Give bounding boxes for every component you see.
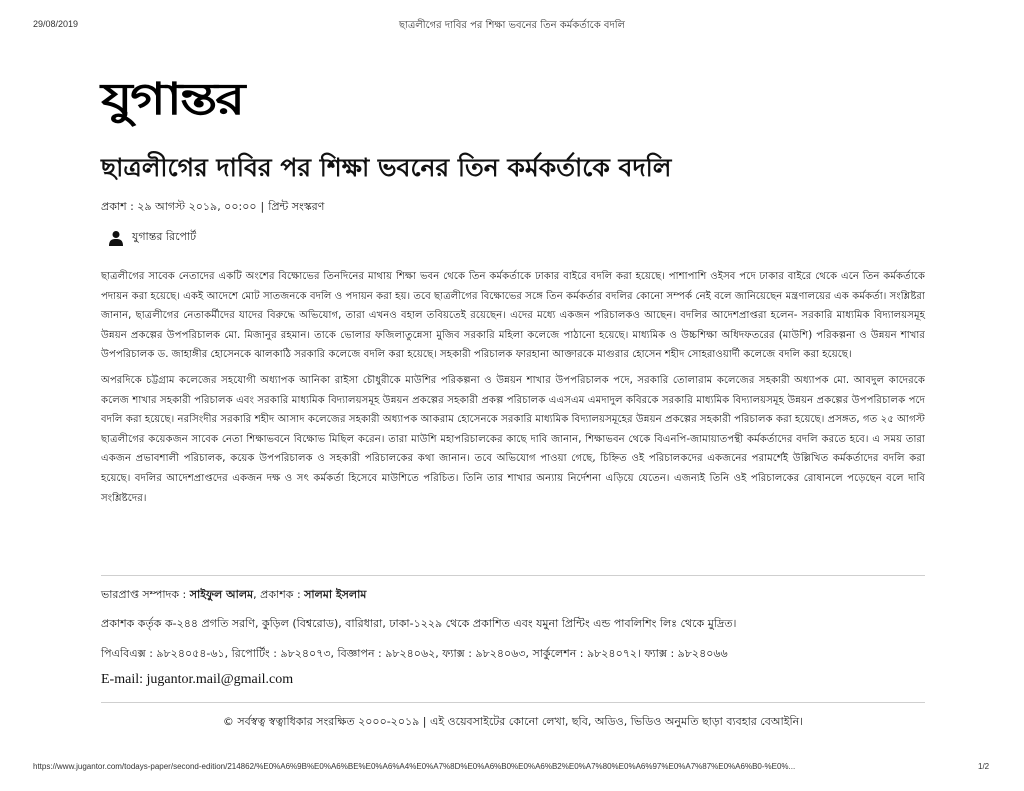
print-url: https://www.jugantor.com/todays-paper/second-edition/214862/%E0%A6%9B%E0%A6%BE%E0%A6%A4%E0%A7%8D%E0%A6%B0%E0%A6%B2%E0%A7%80%E0%A6%97%E0%A7%87%E0%A6%B0-%E0%...: [33, 762, 796, 771]
divider: [101, 702, 925, 703]
editor-label: ভারপ্রাপ্ত সম্পাদক :: [101, 588, 190, 601]
print-edition-link[interactable]: প্রিন্ট সংস্করণ: [268, 200, 325, 213]
publish-date: প্রকাশ : ২৯ আগস্ট ২০১৯, ০০:০০: [101, 200, 257, 213]
footer-phones: পিএবিএক্স : ৯৮২৪০৫৪-৬১, রিপোর্টিং : ৯৮২৪০৭৩, বিজ্ঞাপন : ৯৮২৪০৬২, ফ্যাক্স : ৯৮২৪০৬৩, সার্কুলেশন : ৯৮২৪০৭২। ফ্যাক্স : ৯৮২৪০৬৬: [101, 647, 728, 660]
footer-editor-line: [101, 586, 925, 605]
article-author: [108, 228, 196, 247]
print-date: 29/08/2019: [33, 19, 79, 29]
article-meta: [101, 198, 324, 217]
article-headline: ছাত্রলীগের দাবির পর শিক্ষা ভবনের তিন কর্মকর্তাকে বদলি: [101, 153, 672, 182]
print-page-number: 1/2: [978, 762, 990, 771]
footer-address: প্রকাশক কর্তৃক ক-২৪৪ প্রগতি সরণি, কুড়িল (বিশ্বরোড), বারিধারা, ঢাকা-১২২৯ থেকে প্রকাশিত এবং যমুনা প্রিন্টিং এন্ড পাবলিশিং লিঃ থেকে মুদ্রিত।: [101, 617, 737, 630]
user-icon: [108, 230, 124, 246]
footer-email[interactable]: E-mail: jugantor.mail@gmail.com: [101, 672, 294, 687]
meta-divider: |: [260, 200, 265, 213]
article-paragraph: অপরদিকে চট্টগ্রাম কলেজের সহযোগী অধ্যাপক আনিকা রাইসা চৌধুরীকে মাউশির পরিকল্পনা ও উন্নয়ন শাখার উপপরিচালক পদে, সরকারি তোলারাম কলেজের সহকারী অধ্যাপক মো. আবদুল কাদেরকে কলেজ শাখার সহকারী পরিচালক এবং সরকারি মাধ্যমিক বিদ্যালয়সমূহ উন্নয়ন প্রকল্পের সহকারী প্রকল্প পরিচালক এএসএম এমদাদুল কবিরকে সরকারি মাধ্যমিক বিদ্যালয়সমূহ উন্নয়ন প্রকল্পের উপপরিচালক পদে বদলি করা হয়েছে। নরসিংদীর সরকারি শহীদ আসাদ কলেজের সহকারী অধ্যাপক আকরাম হোসেনকে সরকারি মাধ্যমিক বিদ্যালয়সমূহের উন্নয়ন প্রকল্পের সহকারী পরিচালক করা হয়েছে। প্রসঙ্গত, গত ২৫ আগস্ট ছাত্রলীগের কয়েকজন সাবেক নেতা শিক্ষাভবনে বিক্ষোভ মিছিল করেন। তারা মাউশি মহাপরিচালকের কাছে দাবি জানান, শিক্ষাভবন থেকে বিএনপি-জামায়াতপন্থী কর্মকর্তাদের বদলি করতে হবে। এ সময় তারা একজন প্রভাবশালী পরিচালক, কয়েক উপপরিচালক ও সহকারী পরিচালকের কথা জানান। তবে অভিযোগ পাওয়া গেছে, চিহ্নিত ওই পরিচালকদের একজনের পরামর্শেই উল্লিখিত কর্মকর্তাদের বদলি করা হয়েছে। বদলির আদেশপ্রাপ্তদের একজন দক্ষ ও সৎ কর্মকর্তা হিসেবে মাউশিতে পরিচিত। তিনি তার শাখার অন্যায় নির্দেশনা এড়িয়ে যেতেন। এজন্যই তিনি ওই পরিচালকের রোষানলে পড়েছেন বলে দাবি সংশ্লিষ্টদের।: [101, 374, 925, 504]
newspaper-logo[interactable]: যুগান্তর: [101, 74, 243, 125]
author-name: যুগান্তর রিপোর্ট: [132, 230, 197, 243]
article-paragraph: ছাত্রলীগের সাবেক নেতাদের একটি অংশের বিক্ষোভের তিনদিনের মাথায় শিক্ষা ভবন থেকে তিন কর্মকর্তাকে ঢাকার বাইরে বদলি করা হয়েছে। পাশাপাশি ওইসব পদে ঢাকার বাইরে থেকে এনে তিন কর্মকর্তাকে পদায়ন করা হয়েছে। একই আদেশে মোট সাতজনকে বদলি ও পদায়ন করা হয়। তবে ছাত্রলীগের বিক্ষোভের সঙ্গে তিন কর্মকর্তার বদলির কোনো সম্পর্ক নেই বলে জানিয়েছেন মন্ত্রণালয়ের এক কর্মকর্তা। সংশ্লিষ্টরা জানান, ছাত্রলীগের নেতাকর্মীদের যাদের বিরুদ্ধে অভিযোগ, তারা এখনও বহাল তবিয়তেই রয়েছেন। এদের মধ্যে একজন পরিচালকও আছেন। বদলির আদেশপ্রাপ্তরা হলেন- সরকারি মাধ্যমিক বিদ্যালয়সমূহ উন্নয়ন প্রকল্পের উপপরিচালক মো. মিজানুর রহমান। তাকে ভোলার ফজিলাতুন্নেসা মুজিব সরকারি মহিলা কলেজে পাঠানো হয়েছে। মাধ্যমিক ও উচ্চশিক্ষা অধিদফতরের (মাউশি) পরিকল্পনা ও উন্নয়ন শাখার উপপরিচালক ড. জাহাঙ্গীর হোসেনকে ঝালকাঠি সরকারি কলেজে বদলি করা হয়েছে। সহকারী পরিচালক ফারহানা আক্তারকে মাগুরার হোসেন শহীদ সোহরাওয়ার্দী কলেজে বদলি করা হয়েছে।: [101, 271, 925, 361]
article-body: [101, 267, 925, 514]
divider: [101, 575, 925, 576]
copyright-notice: © সর্বস্বত্ব স্বত্বাধিকার সংরক্ষিত ২০০০-২০১৯ | এই ওয়েবসাইটের কোনো লেখা, ছবি, অডিও, ভিডিও অনুমতি ছাড়া ব্যবহার বেআইনি।: [222, 715, 804, 728]
publisher-name: সালমা ইসলাম: [304, 588, 367, 601]
publisher-label: , প্রকাশক :: [253, 588, 305, 601]
print-page-title: ছাত্রলীগের দাবির পর শিক্ষা ভবনের তিন কর্মকর্তাকে বদলি: [398, 20, 626, 31]
editor-name: সাইফুল আলম: [189, 588, 254, 601]
